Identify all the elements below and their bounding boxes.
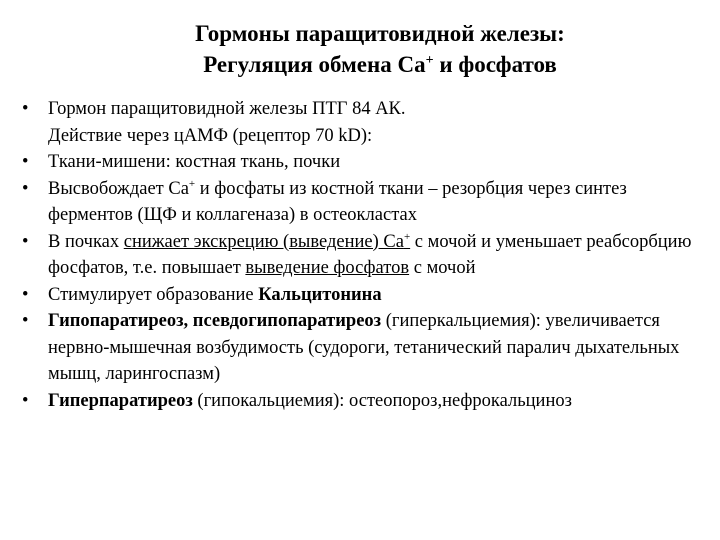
item-text: Гормон паращитовидной железы ПТГ 84 АК. bbox=[48, 99, 406, 119]
item-text-part: с мочой и уменьшает реабсорбцию фосфатов, т.е. повышает bbox=[48, 231, 692, 278]
bullet-marker: • bbox=[22, 390, 29, 411]
list-item-calcitonin bbox=[22, 282, 702, 309]
title-line-1: Гормоны паращитовидной железы: bbox=[195, 21, 565, 46]
list-item-pth bbox=[22, 96, 702, 123]
list-item-hyperparathyroidism bbox=[22, 388, 702, 415]
list-item-bone-resorption bbox=[22, 176, 702, 229]
item-text bbox=[48, 229, 702, 282]
bullet-marker: • bbox=[22, 99, 29, 119]
item-text: Ткани-мишени: костная ткань, почки bbox=[48, 152, 341, 172]
list-item-kidneys bbox=[22, 229, 702, 282]
bullet-marker: • bbox=[22, 178, 29, 199]
underlined-text bbox=[124, 232, 410, 252]
list-item-targets bbox=[22, 149, 702, 176]
title-line-2-text: Регуляция обмена Ca bbox=[203, 52, 426, 77]
bullet-marker: • bbox=[22, 152, 29, 172]
title-superscript: + bbox=[425, 53, 434, 68]
item-text bbox=[48, 176, 702, 229]
item-continuation: Действие через цАМФ (рецептор 70 kD): bbox=[48, 125, 373, 146]
bullet-marker: • bbox=[22, 231, 29, 252]
item-text-part: В почках bbox=[48, 231, 124, 252]
bullet-list bbox=[22, 96, 702, 414]
item-text-part: с мочой bbox=[409, 258, 476, 278]
superscript: + bbox=[188, 177, 196, 190]
item-text bbox=[48, 388, 702, 415]
list-item-hypoparathyroidism bbox=[22, 308, 702, 388]
bold-term: Гиперпаратиреоз bbox=[48, 390, 193, 411]
bullet-marker: • bbox=[22, 284, 29, 305]
bullet-marker: • bbox=[22, 311, 29, 331]
underlined-part: снижает экскрецию (выведение) Ca bbox=[123, 231, 404, 252]
title-line-2 bbox=[60, 49, 700, 80]
item-text-part: (гипокальциемия): остеопороз,нефрокальциноз bbox=[192, 390, 572, 411]
item-text-part: Высвобождает Ca bbox=[48, 178, 189, 199]
bold-term: Кальцитонина bbox=[258, 284, 382, 305]
bold-term: Гипопаратиреоз, псевдогипопаратиреоз bbox=[48, 311, 382, 331]
item-text bbox=[48, 282, 702, 309]
item-text-part: и фосфаты из костной ткани – резорбция через синтез ферментов (ЩФ и коллагеназа) в остеокластах bbox=[48, 178, 627, 225]
slide-title bbox=[60, 18, 700, 80]
item-text-part: Стимулирует образование bbox=[48, 284, 259, 305]
superscript: + bbox=[403, 230, 411, 243]
title-line-2-end: и фосфатов bbox=[433, 52, 557, 77]
item-text bbox=[48, 308, 702, 388]
underlined-text: выведение фосфатов bbox=[245, 258, 410, 278]
item-text-part: (гиперкальциемия): увеличивается нервно-мышечная возбудимость (судороги, тетанический паралич дыхательных мышц, ларингоспазм) bbox=[48, 311, 680, 384]
